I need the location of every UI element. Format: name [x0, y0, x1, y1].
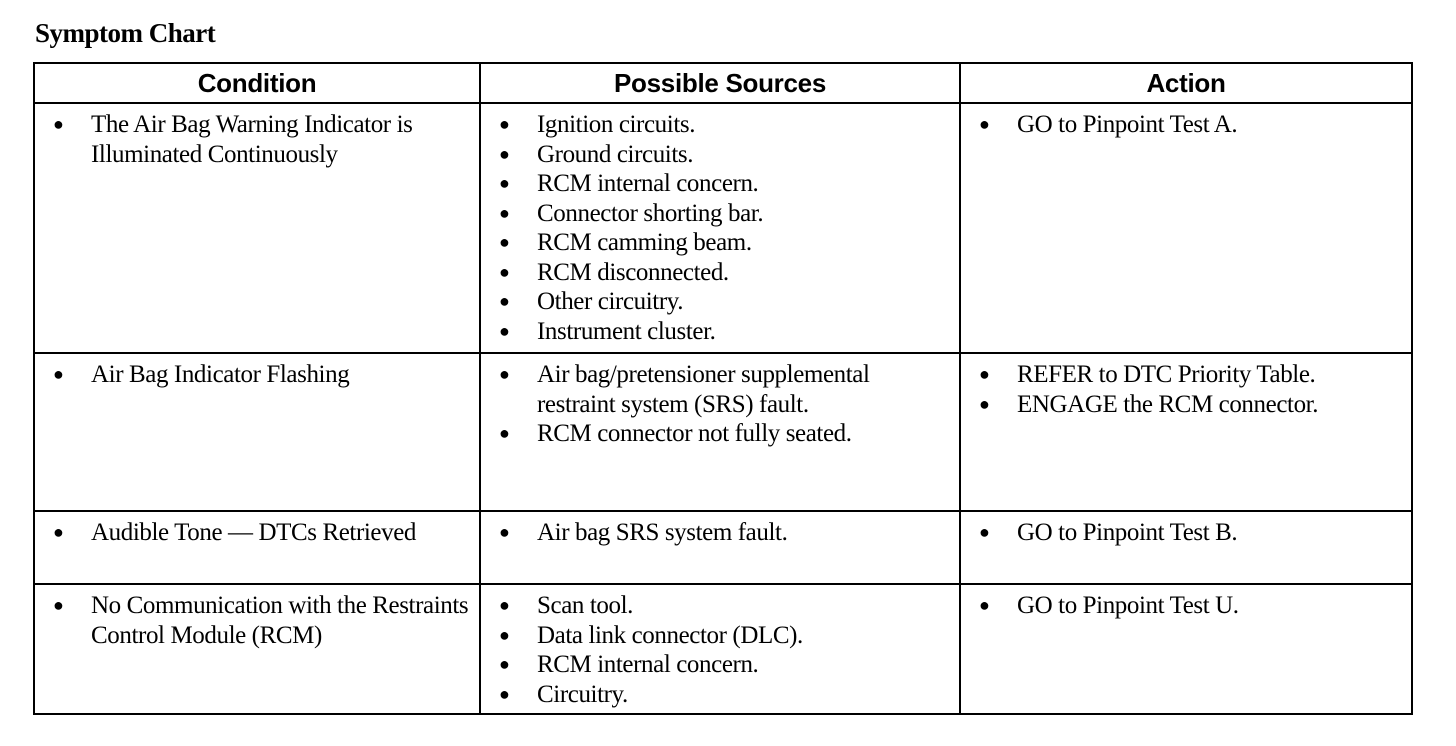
source-item: ● RCM connector not fully seated. [499, 420, 852, 447]
table-row [34, 511, 1412, 584]
condition-cell [34, 103, 480, 353]
source-item: ● Scan tool. [499, 592, 633, 619]
table-row [34, 353, 1412, 511]
condition-item: ● Air Bag Indicator Flashing [53, 361, 350, 388]
symptom-table [33, 62, 1413, 715]
bullet-icon: ● [499, 423, 510, 443]
bullet-icon: ● [499, 114, 510, 134]
sources-cell [480, 353, 960, 511]
bullet-icon: ● [499, 261, 510, 282]
source-item: ● RCM camming beam. [499, 229, 752, 256]
header-row [34, 63, 1412, 103]
source-item: ● Connector shorting bar. [499, 199, 764, 227]
bullet-icon: ● [499, 202, 510, 223]
bullet-icon: ● [499, 143, 510, 164]
condition-item: ● Audible Tone — DTCs Retrieved [53, 519, 417, 546]
source-item: ● RCM internal concern. [499, 651, 759, 678]
bullet-icon: ● [979, 595, 990, 615]
bullet-icon: ● [499, 595, 510, 615]
bullet-icon: ● [499, 522, 510, 542]
bullet-icon: ● [499, 624, 510, 645]
source-item: ● RCM disconnected. [499, 258, 729, 286]
action-cell [960, 103, 1412, 353]
condition-cell [34, 511, 480, 584]
bullet-icon: ● [499, 364, 510, 384]
table-row [34, 103, 1412, 353]
header-action: Action [960, 63, 1412, 103]
bullet-icon: ● [53, 364, 64, 384]
header-possible-sources: Possible Sources [480, 63, 960, 103]
action-item: ● GO to Pinpoint Test A. [979, 111, 1238, 138]
sources-cell [480, 584, 960, 714]
condition-cell [34, 584, 480, 714]
action-cell [960, 353, 1412, 511]
action-item: ● ENGAGE the RCM connector. [979, 390, 1319, 418]
source-item: ● Other circuitry. [499, 288, 684, 315]
source-item: ● Instrument cluster. [499, 317, 716, 345]
action-cell [960, 584, 1412, 714]
source-item: ● Circuitry. [499, 680, 628, 708]
bullet-icon: ● [499, 320, 510, 341]
bullet-icon: ● [979, 393, 990, 414]
table-row [34, 584, 1412, 714]
source-item: ● Ignition circuits. [499, 111, 696, 138]
action-item: ● REFER to DTC Priority Table. [979, 361, 1316, 388]
bullet-icon: ● [499, 173, 510, 193]
bullet-icon: ● [979, 522, 990, 542]
bullet-icon: ● [499, 654, 510, 674]
bullet-icon: ● [499, 291, 510, 311]
bullet-icon: ● [499, 232, 510, 252]
action-item: ● GO to Pinpoint Test B. [979, 519, 1238, 546]
condition-item: ● The Air Bag Warning Indicator is Illuminated Continuously [53, 111, 413, 168]
condition-item: ● No Communication with the Restraints Control Module (RCM) [53, 592, 469, 649]
source-item: ● Ground circuits. [499, 140, 694, 168]
bullet-icon: ● [53, 114, 64, 134]
header-condition: Condition [34, 63, 480, 103]
bullet-icon: ● [53, 595, 64, 615]
bullet-icon: ● [53, 522, 64, 542]
source-item: ● Air bag/pretensioner supplemental restraint system (SRS) fault. [499, 361, 870, 418]
source-item: ● Data link connector (DLC). [499, 621, 803, 649]
bullet-icon: ● [979, 114, 990, 134]
sources-cell [480, 511, 960, 584]
action-cell [960, 511, 1412, 584]
action-item: ● GO to Pinpoint Test U. [979, 592, 1239, 619]
bullet-icon: ● [499, 683, 510, 704]
condition-cell [34, 353, 480, 511]
source-item: ● RCM internal concern. [499, 170, 759, 197]
source-item: ● Air bag SRS system fault. [499, 519, 788, 546]
sources-cell [480, 103, 960, 353]
bullet-icon: ● [979, 364, 990, 384]
chart-title: Symptom Chart [35, 18, 216, 48]
